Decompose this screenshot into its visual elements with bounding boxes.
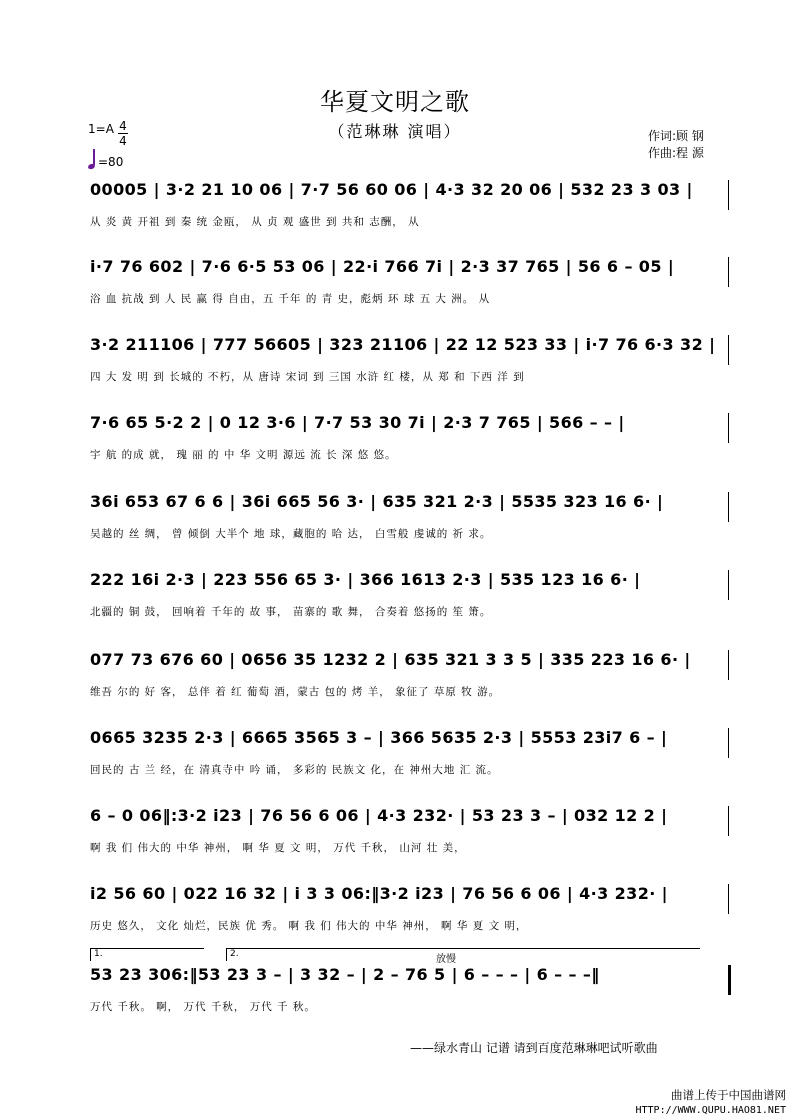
- lyricist: 作词:顾 钢: [648, 129, 704, 143]
- transcriber-credit: ——绿水青山 记谱 请到百度范琳琳吧试听歌曲: [410, 1041, 658, 1055]
- lyrics-line: 吴越的 丝 绸， 曾 倾倒 大半个 地 球，藏胞的 哈 达， 白雪般 虔诚的 祈 求。: [90, 528, 492, 540]
- song-title: 华夏文明之歌: [320, 88, 470, 116]
- song-subtitle: （范琳琳 演唱）: [328, 122, 462, 141]
- time-signature-bottom: 4: [119, 134, 127, 148]
- notation-line: 077 73 676 60 | 0656 35 1232 2 | 635 321 3 3 5 | 335 223 16 6· |: [90, 650, 691, 669]
- score-row: [90, 884, 730, 954]
- lyrics-line: 浴 血 抗战 到 人 民 赢 得 自由，五 千年 的 青 史，彪炳 环 球 五 大 洲。 从: [90, 293, 491, 305]
- score-row: [90, 257, 730, 327]
- lyrics-line: 啊 我 们 伟大的 中华 神州， 啊 华 夏 文 明， 万代 千秋， 山河 壮 美，: [90, 842, 466, 854]
- score-row: [90, 965, 730, 1035]
- lyrics-line: 从 炎 黄 开祖 到 秦 统 金瓯， 从 贞 观 盛世 到 共和 志酬， 从: [90, 216, 420, 228]
- lyrics-line: 万代 千秋。 啊， 万代 千秋， 万代 千 秋。: [90, 1001, 316, 1013]
- score-row: [90, 806, 730, 876]
- barline: [728, 413, 729, 443]
- score-row: [90, 413, 730, 483]
- barline: [728, 257, 729, 287]
- lyrics-line: 回民的 古 兰 经，在 清真寺中 吟 诵， 多彩的 民族文 化，在 神州大地 汇 流。: [90, 764, 499, 776]
- score-row: [90, 180, 730, 250]
- barline: [728, 492, 729, 522]
- barline: [728, 965, 731, 995]
- barline: [728, 180, 729, 210]
- lyrics-line: 北疆的 铜 鼓， 回响着 千年的 故 事， 苗寨的 歌 舞， 合奏着 悠扬的 笙 箫。: [90, 606, 492, 618]
- barline: [728, 884, 729, 914]
- notation-line: 36i 653 67 6 6 | 36i 665 56 3· | 635 321 2·3 | 5535 323 16 6· |: [90, 492, 664, 511]
- lyrics-line: 宇 航 的成 就， 瑰 丽 的 中 华 文明 源远 流 长 深 悠 悠。: [90, 449, 397, 461]
- score-row: [90, 492, 730, 562]
- notation-line: 6 – 0 06‖:3·2 i23 | 76 56 6 06 | 4·3 232· | 53 23 3 – | 032 12 2 |: [90, 806, 668, 825]
- time-signature-top: 4: [119, 119, 127, 133]
- composer: 作曲:程 源: [648, 146, 704, 160]
- time-signature: [118, 119, 128, 148]
- notation-line: i·7 76 602 | 7·6 6·5 53 06 | 22·i 766 7i | 2·3 37 765 | 56 6 – 05 |: [90, 257, 675, 276]
- lyrics-line: 维吾 尔的 好 客， 总伴 着 红 葡萄 酒，蒙古 包的 烤 羊， 象征了 草原 牧 游。: [90, 686, 501, 698]
- watermark-text: 曲谱上传于中国曲谱网: [671, 1088, 786, 1102]
- barline: [728, 650, 729, 680]
- lyrics-line: 四 大 发 明 到 长城的 不朽，从 唐诗 宋词 到 三国 水浒 红 楼，从 郑 和 下西 洋 到: [90, 371, 525, 383]
- quarter-note-icon: [88, 149, 96, 169]
- notation-line: 3·2 211106 | 777 56605 | 323 21106 | 22 12 523 33 | i·7 76 6·3 32 |: [90, 335, 716, 354]
- credits: [648, 128, 704, 162]
- lyrics-line: 历史 悠久， 文化 灿烂，民族 优 秀。 啊 我 们 伟大的 中华 神州， 啊 华 夏 文 明，: [90, 920, 528, 932]
- notation-line: i2 56 60 | 022 16 32 | i 3 3 06:‖3·2 i23 | 76 56 6 06 | 4·3 232· |: [90, 884, 668, 903]
- volta-1: 1.: [90, 948, 204, 961]
- notation-line: 00005 | 3·2 21 10 06 | 7·7 56 60 06 | 4·3 32 20 06 | 532 23 3 03 |: [90, 180, 693, 199]
- notation-line: 0665 3235 2·3 | 6665 3565 3 – | 366 5635 2·3 | 5553 23i7 6 – |: [90, 728, 668, 747]
- score-row: [90, 570, 730, 640]
- watermark: [635, 1088, 786, 1118]
- score-row: [90, 650, 730, 720]
- barline: [728, 728, 729, 758]
- notation-line: 222 16i 2·3 | 223 556 65 3· | 366 1613 2·3 | 535 123 16 6· |: [90, 570, 641, 589]
- notation-line: 7·6 65 5·2 2 | 0 12 3·6 | 7·7 53 30 7i | 2·3 7 765 | 566 – – |: [90, 413, 625, 432]
- barline: [728, 570, 729, 600]
- key-signature: 1=A: [88, 122, 114, 136]
- barline: [728, 806, 729, 836]
- tempo-value: =80: [98, 155, 124, 169]
- watermark-url: HTTP://WWW.QUPU.HAO81.NET: [635, 1105, 786, 1116]
- tempo-marking: [88, 149, 123, 169]
- barline: [728, 335, 729, 365]
- volta-2: 2.: [226, 948, 700, 961]
- tempo-change-mark: 放慢: [436, 954, 456, 965]
- score-row: [90, 728, 730, 798]
- score-row: [90, 335, 730, 405]
- notation-line: 53 23 306:‖53 23 3 – | 3 32 – | 2 – 76 5 | 6 – – – | 6 – – –‖: [90, 965, 600, 984]
